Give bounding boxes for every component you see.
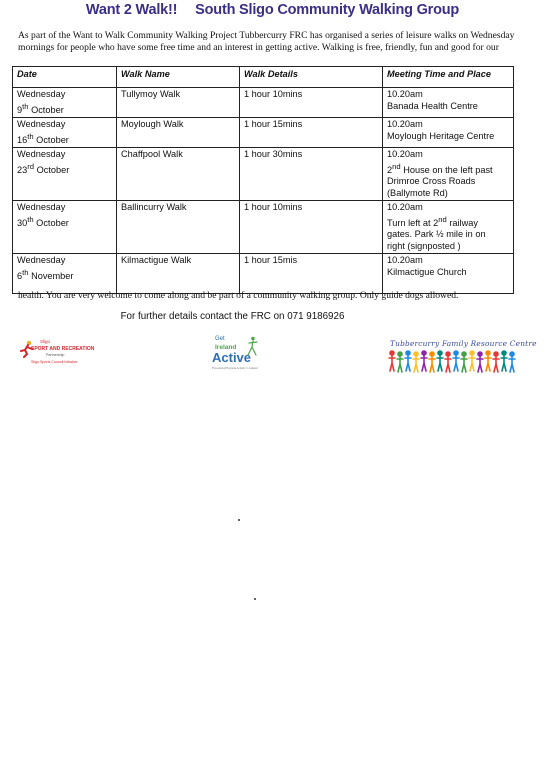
table-header-row: [13, 67, 514, 88]
date-day: Wednesday: [17, 119, 66, 130]
header-date: Date: [13, 67, 117, 88]
active-logo-line1: Get: [215, 336, 225, 342]
meeting-time: 10.20am: [387, 149, 423, 160]
walk-details-cell: 1 hour 10mins: [240, 88, 383, 118]
active-logo-line2: Ireland: [215, 344, 237, 351]
date-cell: [13, 118, 117, 148]
scan-speck: [254, 598, 256, 600]
active-logo-line3: Active: [212, 350, 252, 365]
contact-line: For further details contact the FRC on 071 9186926: [120, 311, 345, 322]
title-left: Want 2 Walk!!: [85, 2, 178, 18]
meeting-time: 10.20am: [387, 89, 423, 99]
date-month: October: [34, 164, 70, 175]
date-month: October: [28, 104, 64, 115]
date-day: Wednesday: [17, 255, 66, 266]
meeting-place: [387, 214, 486, 251]
table-row: [13, 148, 514, 201]
walk-name-cell: Chaffpool Walk: [117, 148, 240, 201]
header-walk-name: Walk Name: [117, 67, 240, 88]
meeting-time: 10.20am: [387, 255, 423, 266]
date-number: 6: [17, 270, 23, 281]
date-cell: [13, 148, 117, 201]
date-cell: [13, 254, 117, 294]
meeting-cell: [383, 254, 514, 294]
meeting-cell: [383, 201, 514, 254]
meeting-place: Kilmactigue Church: [387, 266, 467, 277]
sport-logo-line1: Sligo: [40, 339, 51, 344]
date-number: 16: [17, 134, 28, 145]
sport-recreation-logo: [18, 338, 98, 370]
date-month: November: [28, 270, 74, 281]
walk-details-cell: 1 hour 15mis: [240, 254, 383, 294]
meeting-place-text: House on the left past Drimroe Cross Roads (Ballymote Rd): [387, 164, 493, 198]
date-cell: [13, 201, 117, 254]
date-day: Wednesday: [17, 149, 66, 160]
walk-details-cell: 1 hour 30mins: [240, 148, 383, 201]
meeting-time: 10.20am: [387, 202, 423, 213]
closing-paragraph: health. You are very welcome to come along and be part of a community walking group. Only guide dogs allowed.: [18, 290, 459, 301]
active-logo-line4: Promoting Physical Activity in Ireland: [212, 366, 258, 370]
walk-name-cell: Tullymoy Walk: [117, 88, 240, 118]
meeting-cell: [383, 148, 514, 201]
scan-speck: [238, 519, 240, 521]
sport-logo-line2: SPORT AND RECREATION: [31, 346, 95, 352]
date-number: 30: [17, 217, 28, 228]
title-right: South Sligo Community Walking Group: [195, 2, 460, 18]
date-day: Wednesday: [17, 89, 66, 99]
table-row: [13, 201, 514, 254]
date-number: 23: [17, 164, 28, 175]
meeting-place-text-b: railway gates. Park ½ mile in on right (signposted ): [387, 217, 486, 251]
date-suffix: rd: [27, 161, 35, 171]
date-month: October: [33, 217, 69, 228]
meeting-place-ordinal-suffix: nd: [392, 161, 401, 171]
frc-logo-title: Tubbercurry Family Resource Centre: [390, 339, 537, 348]
walk-name-cell: Kilmactigue Walk: [117, 254, 240, 294]
header-meeting: Meeting Time and Place: [383, 67, 514, 88]
date-day: Wednesday: [17, 202, 66, 213]
meeting-cell: [383, 88, 514, 118]
sport-logo-line3: Partnership: [46, 353, 65, 357]
table-row: [13, 254, 514, 294]
sport-logo-line4: Sligo Sports Council Initiative: [31, 360, 78, 364]
date-suffix: th: [22, 101, 29, 111]
date-suffix: th: [27, 131, 34, 141]
meeting-cell: [383, 118, 514, 148]
table-row: [13, 118, 514, 148]
walk-details-cell: 1 hour 15mins: [240, 118, 383, 148]
header-walk-details: Walk Details: [240, 67, 383, 88]
meeting-place: [387, 161, 493, 198]
date-number: 9: [17, 104, 23, 115]
intro-paragraph: As part of the Want to Walk Community Walking Project Tubbercurry FRC has organised a series of leisure walks on Wednesday mornings for people who have some free time and an interest in getting active. Walking is free, friendly, fun and good for our: [18, 30, 515, 53]
meeting-place-text-a: Turn left at 2: [387, 217, 439, 228]
date-suffix: th: [27, 214, 34, 224]
walks-table: [12, 66, 514, 294]
date-month: October: [33, 134, 69, 145]
meeting-place-ordinal: 2: [387, 164, 393, 175]
walk-name-cell: Moylough Walk: [117, 118, 240, 148]
meeting-place-ordinal-suffix: nd: [438, 214, 447, 224]
date-cell: [13, 88, 117, 118]
children-figures-icon: [388, 349, 520, 377]
frc-logo: [388, 337, 537, 377]
walk-name-cell: Ballincurry Walk: [117, 201, 240, 254]
table-row: [13, 88, 514, 118]
meeting-time: 10.20am: [387, 119, 423, 130]
meeting-place: Moylough Heritage Centre: [387, 130, 495, 141]
document-title: [0, 2, 545, 18]
meeting-place: Banada Health Centre: [387, 100, 478, 111]
active-figure-icon: [245, 336, 259, 358]
date-suffix: th: [22, 267, 29, 277]
walk-details-cell: 1 hour 10mins: [240, 201, 383, 254]
get-ireland-active-logo: [205, 336, 265, 376]
